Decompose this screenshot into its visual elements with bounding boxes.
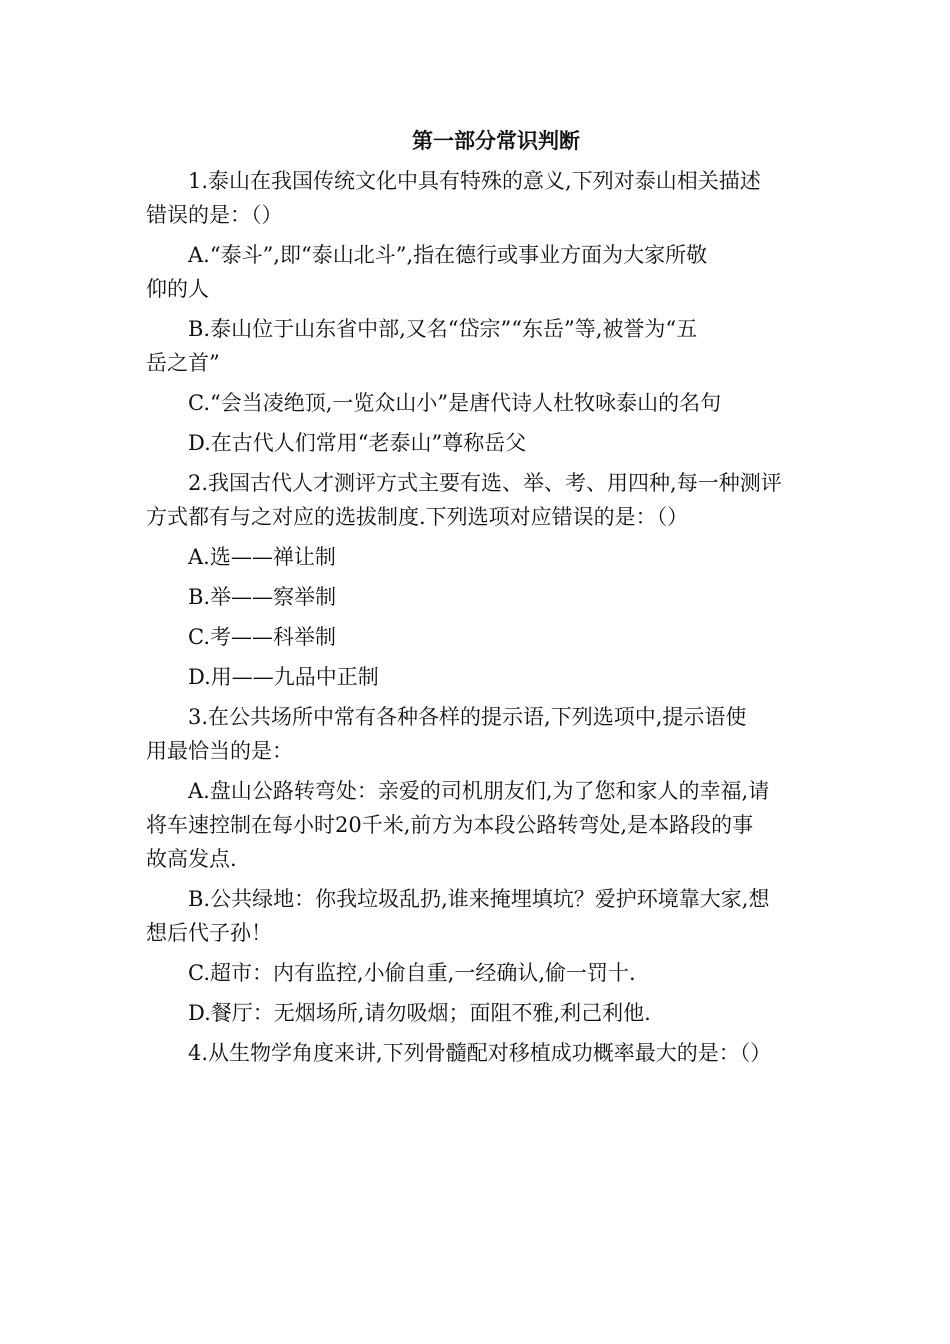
paragraph-line: D.在古代人们常用“老泰山”尊称岳父 xyxy=(188,431,527,455)
paragraph-line: 方式都有与之对应的选拔制度.下列选项对应错误的是：（） xyxy=(146,505,689,529)
paragraph-line: D.用——九品中正制 xyxy=(188,665,379,689)
paragraph xyxy=(146,164,806,232)
paragraph xyxy=(146,620,806,654)
paragraph xyxy=(146,882,806,950)
paragraph-line: 仰的人 xyxy=(146,277,209,301)
paragraph xyxy=(146,466,806,534)
paragraph-line: B.泰山位于山东省中部,又名“岱宗”“东岳”等,被誉为“五 xyxy=(188,317,698,341)
paragraph-line: A.盘山公路转弯处：亲爱的司机朋友们,为了您和家人的幸福,请 xyxy=(188,779,770,803)
paragraph-line: 岳之首” xyxy=(146,351,220,375)
paragraph-line: D.餐厅：无烟场所,请勿吸烟；面阻不雅,利己利他. xyxy=(188,1001,651,1025)
document-page xyxy=(146,124,806,1076)
paragraph xyxy=(146,1036,806,1070)
paragraph-line: C.超市：内有监控,小偷自重,一经确认,偷一罚十. xyxy=(188,961,636,985)
paragraph-line: B.公共绿地：你我垃圾乱扔,谁来掩埋填坑？爱护环境靠大家,想 xyxy=(188,887,770,911)
paragraph xyxy=(146,956,806,990)
paragraph-line: C.考——科举制 xyxy=(188,625,336,649)
paragraph xyxy=(146,996,806,1030)
paragraph-line: 故高发点. xyxy=(146,847,237,871)
paragraph xyxy=(146,660,806,694)
section-title: 第一部分常识判断 xyxy=(412,128,580,153)
paragraph-line: 错误的是：（） xyxy=(146,203,283,227)
paragraph xyxy=(146,426,806,460)
paragraph-line: 2.我国古代人才测评方式主要有选、举、考、用四种,每一种测评 xyxy=(188,471,782,495)
paragraph-line: C.“会当凌绝顶,一览众山小”是唐代诗人杜牧咏泰山的名句 xyxy=(188,391,722,415)
paragraph-line: 1.泰山在我国传统文化中具有特殊的意义,下列对泰山相关描述 xyxy=(188,169,761,193)
paragraph-line: 4.从生物学角度来讲,下列骨髓配对移植成功概率最大的是：（） xyxy=(188,1041,772,1065)
paragraph-line: 想后代子孙！ xyxy=(146,921,272,945)
paragraph-line: A.“泰斗”,即“泰山北斗”,指在德行或事业方面为大家所敬 xyxy=(188,243,708,267)
paragraph-line: 将车速控制在每小时20千米,前方为本段公路转弯处,是本路段的事 xyxy=(146,813,754,837)
paragraph xyxy=(146,774,806,876)
paragraph-line: B.举——察举制 xyxy=(188,585,337,609)
paragraph xyxy=(146,580,806,614)
document-body xyxy=(146,164,806,1070)
paragraph xyxy=(146,386,806,420)
paragraph-line: 用最恰当的是： xyxy=(146,739,293,763)
paragraph xyxy=(146,238,806,306)
paragraph xyxy=(146,312,806,380)
paragraph-line: A.选——禅让制 xyxy=(188,545,336,569)
paragraph-line: 3.在公共场所中常有各种各样的提示语,下列选项中,提示语使 xyxy=(188,705,747,729)
paragraph xyxy=(146,700,806,768)
paragraph xyxy=(146,540,806,574)
